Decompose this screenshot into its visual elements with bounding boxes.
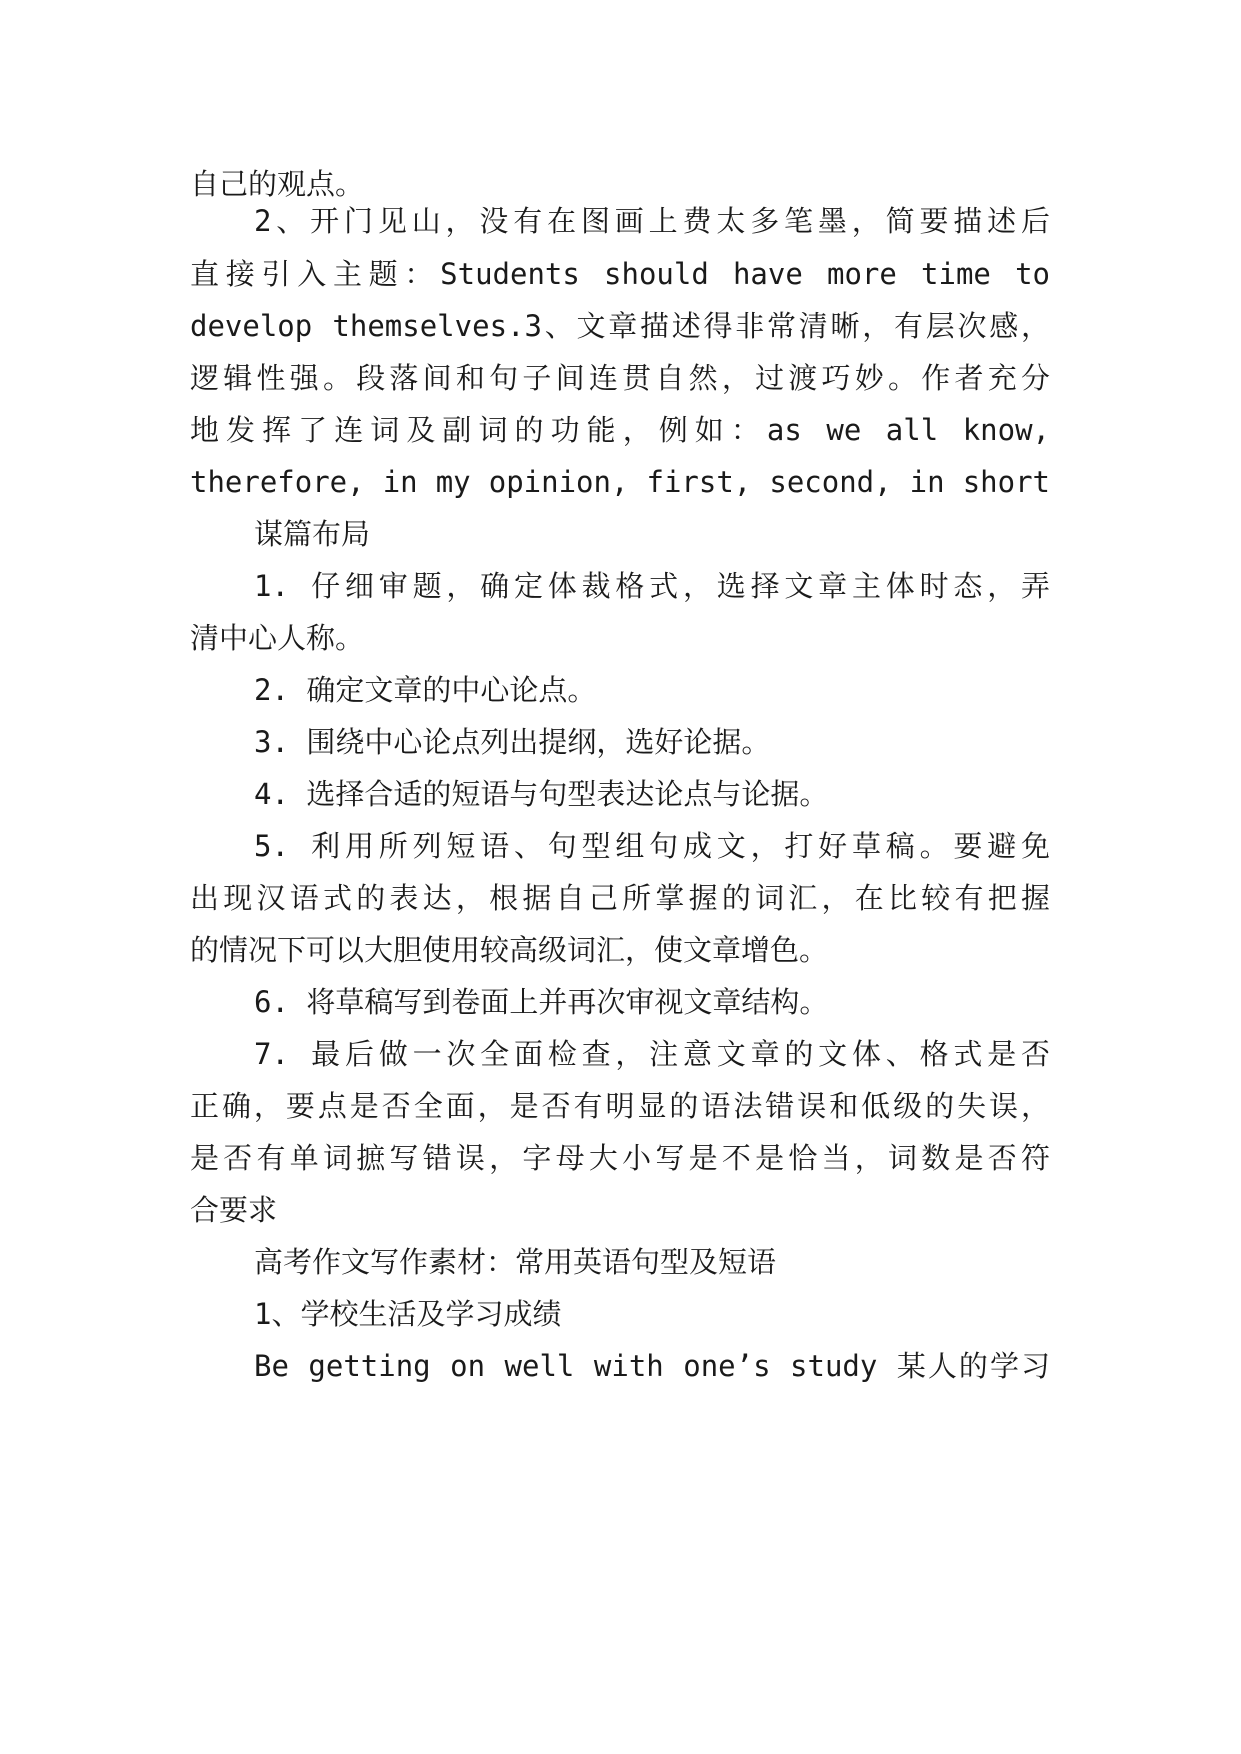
- text-line: 出现汉语式的表达，根据自己所掌握的词汇，在比较有把握: [190, 881, 1050, 915]
- text-line: 自己的观点。: [190, 167, 365, 201]
- list-item: 3. 围绕中心论点列出提纲，选好论据。: [254, 725, 771, 759]
- text-line: 合要求: [190, 1193, 278, 1227]
- list-item: 2. 确定文章的中心论点。: [254, 673, 597, 707]
- list-item: 1. 仔细审题，确定体裁格式，选择文章主体时态，弄: [254, 569, 1050, 603]
- text-line: 逻辑性强。段落间和句子间连贯自然，过渡巧妙。作者充分: [190, 361, 1050, 395]
- text-line: 正确，要点是否全面，是否有明显的语法错误和低级的失误，: [190, 1089, 1050, 1123]
- list-item: 5. 利用所列短语、句型组句成文，打好草稿。要避免: [254, 829, 1050, 863]
- text-line: 2、开门见山，没有在图画上费太多笔墨，简要描述后: [254, 204, 1050, 238]
- text-line: develop themselves.3、文章描述得非常清晰，有层次感，: [190, 309, 1050, 343]
- list-item: 6. 将草稿写到卷面上并再次审视文章结构。: [254, 985, 829, 1019]
- list-item: 7. 最后做一次全面检查，注意文章的文体、格式是否: [254, 1037, 1050, 1071]
- text-line: therefore, in my opinion, first, second, in short: [190, 465, 1050, 499]
- text-line: 的情况下可以大胆使用较高级词汇，使文章增色。: [190, 933, 829, 967]
- text-line: 是否有单词摭写错误，字母大小写是不是恰当，词数是否符: [190, 1141, 1050, 1175]
- list-item: 4. 选择合适的短语与句型表达论点与论据。: [254, 777, 829, 811]
- text-line: 地发挥了连词及副词的功能，例如：as we all know,: [190, 413, 1050, 447]
- text-line: 清中心人称。: [190, 621, 365, 655]
- subsection-heading: 1、学校生活及学习成绩: [254, 1297, 562, 1331]
- section-heading: 谋篇布局: [254, 517, 371, 551]
- section-heading: 高考作文写作素材：常用英语句型及短语: [254, 1245, 777, 1279]
- text-line: 直接引入主题：Students should have more time to: [190, 257, 1050, 291]
- text-line: Be getting on well with one’s study 某人的学习: [254, 1349, 1050, 1383]
